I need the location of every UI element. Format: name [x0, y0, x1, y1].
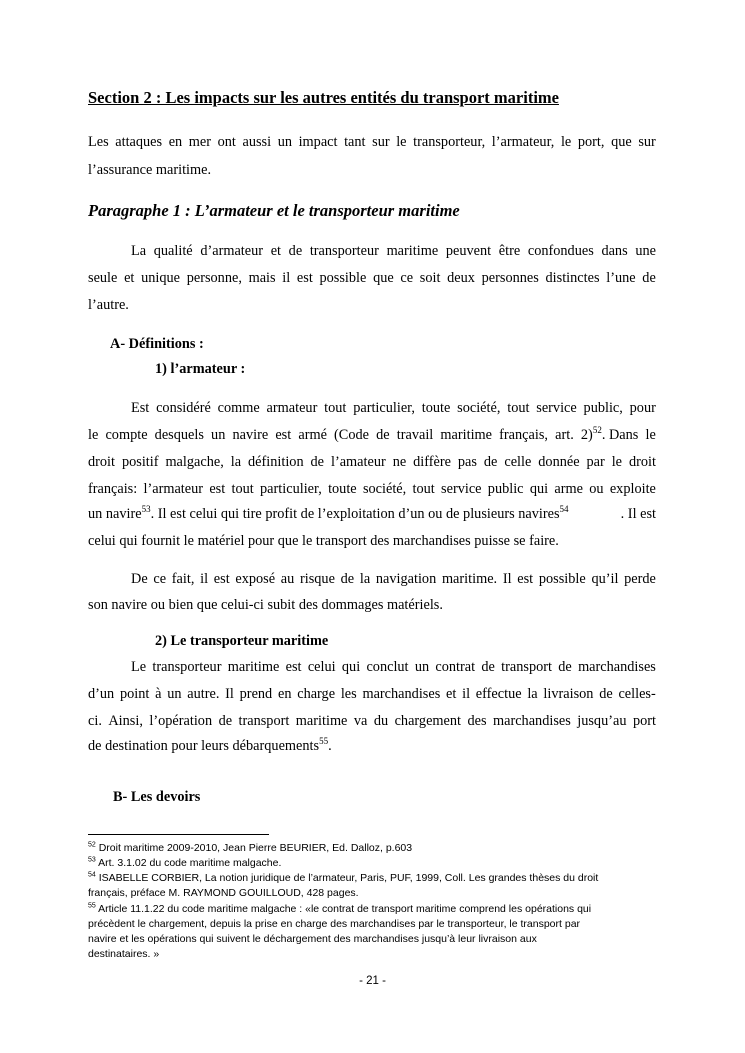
- word: du: [373, 713, 389, 729]
- footnote-55: $^{55}$ Article 11.1.22 du code maritime malgache : «le contrat de transport maritime comprend les opérations qui: [88, 902, 592, 915]
- word: société,: [362, 481, 407, 497]
- word: La: [131, 243, 147, 259]
- word: distinctes: [545, 270, 600, 286]
- footnote-ref-54: 54: [559, 504, 569, 515]
- word: aussi: [242, 134, 272, 150]
- word: tout: [507, 400, 530, 416]
- word: desquels: [154, 427, 204, 443]
- word: diffère: [413, 454, 451, 470]
- word: navire: [232, 427, 269, 443]
- word: personne,: [186, 270, 242, 286]
- word: la: [359, 571, 371, 587]
- word: celle: [504, 454, 532, 470]
- word: mer: [188, 134, 212, 150]
- word: l’armateur: [143, 481, 204, 497]
- armateur-line-1: [131, 400, 656, 417]
- word: l’une: [606, 270, 636, 286]
- word: la: [230, 454, 242, 470]
- word: sur: [638, 134, 656, 150]
- word: va: [353, 713, 368, 729]
- transporteur-line-3: [88, 713, 656, 730]
- transporteur-line-1: [131, 659, 656, 676]
- word: un: [167, 686, 182, 702]
- risque-line-2: son navire ou bien que celui-ci subit des dommages matériels.: [88, 597, 443, 613]
- word: il: [282, 270, 291, 286]
- word: contrat: [435, 659, 476, 675]
- word: maritime: [295, 713, 348, 729]
- word: travail: [396, 427, 434, 443]
- word: de: [642, 270, 656, 286]
- word: sur: [372, 134, 390, 150]
- footnote-53: $^{53}$ Art. 3.1.02 du code maritime malgache.: [88, 856, 282, 869]
- word: toute: [328, 481, 357, 497]
- word: tout: [412, 481, 435, 497]
- word: le: [88, 427, 99, 443]
- word: fait,: [171, 571, 195, 587]
- word: transport: [501, 659, 552, 675]
- word: à: [155, 686, 162, 702]
- word: perde: [624, 571, 656, 587]
- armateur-line-2: [88, 427, 656, 444]
- word: ci.: [88, 713, 102, 729]
- word: et: [270, 243, 282, 259]
- word: ont: [217, 134, 236, 150]
- word: Il: [502, 571, 512, 587]
- word: tant: [344, 134, 366, 150]
- word: de: [481, 659, 495, 675]
- word: public: [487, 481, 524, 497]
- word: définition: [248, 454, 304, 470]
- word: pas: [457, 454, 477, 470]
- word: être: [498, 243, 521, 259]
- word: arme: [554, 481, 583, 497]
- word: dans: [601, 243, 628, 259]
- risque-line-1: [131, 571, 656, 588]
- word: Il: [225, 686, 234, 702]
- word: confondues: [527, 243, 594, 259]
- word: transporteur,: [413, 134, 486, 150]
- word: celles-: [618, 686, 656, 702]
- intro-line-2: l’assurance maritime.: [88, 162, 212, 178]
- footnote-55-continued-3: destinataires. »: [88, 948, 160, 960]
- word: De: [131, 571, 148, 587]
- word: il: [462, 686, 471, 702]
- para1-line-3: l’autre.: [88, 297, 129, 313]
- word: par: [586, 454, 605, 470]
- word: société,: [457, 400, 501, 416]
- footnote-54-continued: français, préface M. RAYMOND GOUILLOUD, 428 pages.: [88, 887, 359, 899]
- armateur-line-3: [88, 454, 656, 471]
- word: seule: [88, 270, 118, 286]
- word: au: [280, 571, 295, 587]
- page-number: - 21 -: [359, 975, 386, 987]
- word: 2)$^{52}$. Dans: [580, 425, 639, 443]
- transporteur-line-2: [88, 686, 656, 703]
- heading-a-definitions: A- Définitions :: [110, 336, 204, 352]
- word: ce: [400, 270, 414, 286]
- footnote-ref-52: 52: [592, 425, 602, 436]
- word: port,: [577, 134, 605, 150]
- word: l’armateur,: [491, 134, 555, 150]
- word: de: [558, 659, 572, 675]
- word: Les: [88, 134, 109, 150]
- word: Le: [131, 659, 147, 675]
- word: unique: [141, 270, 181, 286]
- word: armateur: [266, 400, 318, 416]
- word: est: [285, 659, 302, 675]
- word: positif: [121, 454, 159, 470]
- intro-line-1: [88, 134, 656, 151]
- word: est: [275, 427, 292, 443]
- word: que: [611, 134, 632, 150]
- word: ou: [589, 481, 604, 497]
- word: particulier,: [353, 400, 415, 416]
- word: deux: [447, 270, 475, 286]
- armateur-line-5-start: un navire$^{53}$. Il est celui qui tire profit de l’exploitation d’un ou de plusieurs navires$^{54}$: [88, 504, 569, 522]
- armateur-line-6: celui qui fournit le matériel pour que le transport des marchandises puisse se faire.: [88, 533, 559, 549]
- word: possible: [319, 270, 367, 286]
- word: mais: [248, 270, 276, 286]
- word: droit: [88, 454, 116, 470]
- word: transport: [238, 713, 290, 729]
- footnote-52: $^{52}$ Droit maritime 2009-2010, Jean Pierre BEURIER, Ed. Dalloz, p.603: [88, 841, 413, 854]
- armateur-line-4: [88, 481, 656, 498]
- footnote-ref-55: 55: [319, 736, 329, 747]
- word: jusqu’au: [577, 713, 627, 729]
- word: exploite: [609, 481, 656, 497]
- word: Est: [131, 400, 150, 416]
- heading-a2-transporteur: 2) Le transporteur maritime: [155, 633, 329, 649]
- word: ce: [153, 571, 167, 587]
- word: transporteur: [152, 659, 222, 675]
- word: qui: [341, 659, 361, 675]
- footnote-54: $^{54}$ ISABELLE CORBIER, La notion juridique de l’armateur, Paris, PUF, 1999, Coll. Les grandes thèses du droit: [88, 871, 599, 884]
- word: droit: [628, 454, 656, 470]
- word: est: [517, 571, 534, 587]
- word: autre.: [187, 686, 220, 702]
- para1-line-1: [131, 243, 656, 260]
- word: pour: [629, 400, 656, 416]
- word: en: [277, 686, 292, 702]
- word: de: [483, 454, 498, 470]
- word: de: [288, 243, 303, 259]
- word: risque: [299, 571, 335, 587]
- word: des: [467, 713, 487, 729]
- word: le: [611, 454, 623, 470]
- word: est: [296, 270, 313, 286]
- para1-line-2: [88, 270, 656, 287]
- word: et: [446, 686, 457, 702]
- word: soit: [419, 270, 441, 286]
- heading-a1-armateur: 1) l’armateur :: [155, 361, 246, 377]
- word: tout: [324, 400, 347, 416]
- word: impact: [298, 134, 338, 150]
- word: compte: [105, 427, 148, 443]
- word: un: [277, 134, 292, 150]
- word: celui: [307, 659, 336, 675]
- word: maritime: [227, 659, 280, 675]
- word: livraison: [543, 686, 594, 702]
- word: effectue: [475, 686, 522, 702]
- paragraph-1-title: Paragraphe 1 : L’armateur et le transporteur maritime: [88, 201, 460, 220]
- word: qu’il: [591, 571, 619, 587]
- word: comme: [217, 400, 260, 416]
- word: l’amateur: [330, 454, 386, 470]
- word: exposé: [235, 571, 276, 587]
- word: de: [310, 454, 325, 470]
- word: il: [200, 571, 209, 587]
- word: chargement: [394, 713, 462, 729]
- word: marchandises: [578, 659, 656, 675]
- word: qualité: [153, 243, 193, 259]
- armateur-line-5: [88, 506, 656, 523]
- word: de: [340, 571, 355, 587]
- word: conclut: [366, 659, 409, 675]
- word: prend: [239, 686, 273, 702]
- word: français:: [88, 481, 138, 497]
- word: art.: [555, 427, 574, 443]
- word: point: [119, 686, 150, 702]
- word: ne: [392, 454, 407, 470]
- word: français,: [499, 427, 548, 443]
- word: et: [124, 270, 135, 286]
- word: armé: [298, 427, 327, 443]
- section-title: Section 2 : Les impacts sur les autres entités du transport maritime: [88, 88, 559, 107]
- footnote-55-continued-2: navire et les opérations qui suivent le déchargement des marchandises jusqu’à leur livraison aux: [88, 933, 537, 945]
- word: le: [645, 427, 656, 443]
- footnote-55-continued-1: précèdent le chargement, depuis la prise en charge des marchandises par le transporteur, le transport par: [88, 918, 581, 930]
- word: Ainsi,: [108, 713, 143, 729]
- word: en: [168, 134, 183, 150]
- word: transporteur: [309, 243, 379, 259]
- word: que: [373, 270, 394, 286]
- word: malgache,: [165, 454, 224, 470]
- word: de: [599, 686, 613, 702]
- word: navigation: [375, 571, 437, 587]
- word: tout: [231, 481, 254, 497]
- word: d’armateur: [200, 243, 264, 259]
- word: charge: [297, 686, 336, 702]
- word: est: [213, 571, 230, 587]
- word: une: [635, 243, 656, 259]
- footnote-ref-53: 53: [141, 504, 151, 515]
- word: la: [527, 686, 538, 702]
- word: maritime: [386, 243, 439, 259]
- word: les: [340, 686, 357, 702]
- word: public,: [583, 400, 623, 416]
- word: considéré: [156, 400, 211, 416]
- word: possible: [538, 571, 586, 587]
- word: (Code: [334, 427, 369, 443]
- armateur-line-5-end: . Il est: [620, 506, 656, 522]
- word: marchandises: [362, 686, 441, 702]
- word: marchandises: [492, 713, 571, 729]
- word: maritime: [440, 427, 493, 443]
- word: d’un: [88, 686, 115, 702]
- word: de: [218, 713, 233, 729]
- word: donnée: [538, 454, 580, 470]
- word: est: [209, 481, 226, 497]
- word: maritime.: [441, 571, 498, 587]
- word: de: [376, 427, 390, 443]
- word: peuvent: [445, 243, 492, 259]
- transporteur-line-4: de destination pour leurs débarquements$^{55}$.: [88, 736, 332, 754]
- word: toute: [421, 400, 451, 416]
- word: personnes: [481, 270, 539, 286]
- word: port: [632, 713, 656, 729]
- word: un: [414, 659, 430, 675]
- word: particulier,: [260, 481, 322, 497]
- word: le: [396, 134, 407, 150]
- heading-b-devoirs: B- Les devoirs: [113, 789, 201, 805]
- word: un: [211, 427, 226, 443]
- word: service: [536, 400, 577, 416]
- footnote-separator: [88, 834, 269, 835]
- word: l’opération: [149, 713, 213, 729]
- word: le: [560, 134, 572, 150]
- word: attaques: [115, 134, 163, 150]
- word: qui: [529, 481, 549, 497]
- word: service: [441, 481, 482, 497]
